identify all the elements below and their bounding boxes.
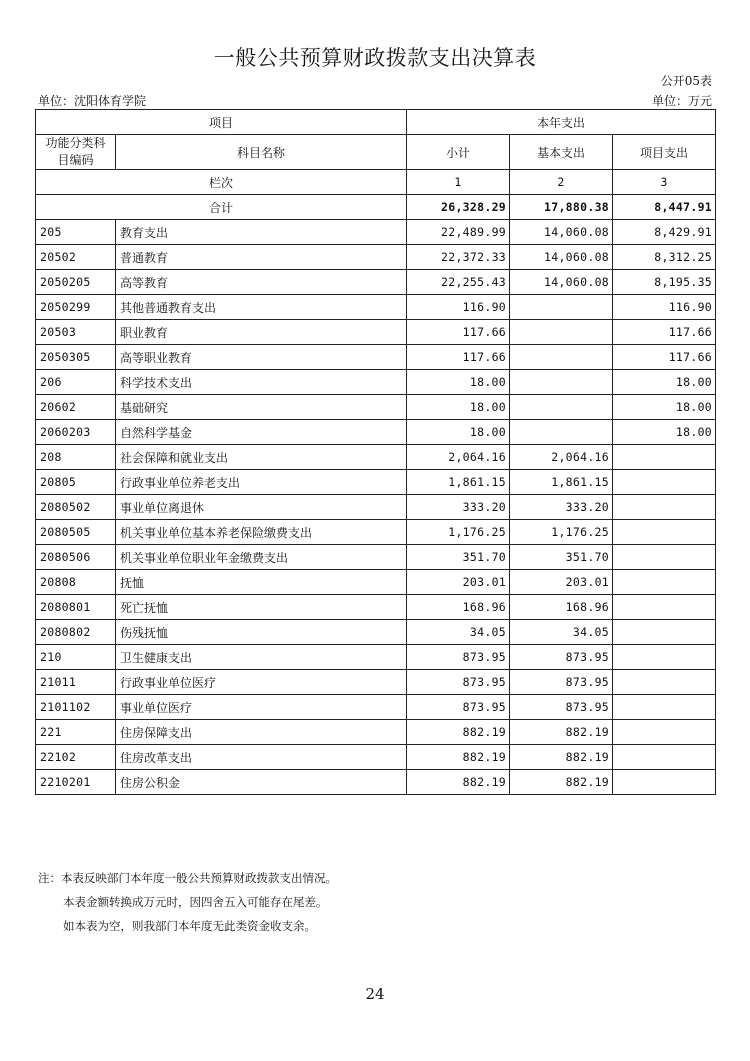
row-name: 事业单位离退休	[116, 495, 407, 520]
row-project: 8,195.35	[613, 270, 716, 295]
total-row	[36, 195, 716, 220]
row-name: 伤残抚恤	[116, 620, 407, 645]
total-label: 合计	[36, 195, 407, 220]
table-row	[36, 345, 716, 370]
column-index-2: 2	[510, 170, 613, 195]
row-code: 2050299	[36, 295, 116, 320]
row-basic: 203.01	[510, 570, 613, 595]
total-subtotal: 26,328.29	[407, 195, 510, 220]
row-subtotal: 351.70	[407, 545, 510, 570]
column-index-label: 栏次	[36, 170, 407, 195]
notes	[38, 866, 337, 938]
row-subtotal: 18.00	[407, 420, 510, 445]
row-basic	[510, 295, 613, 320]
row-name: 机关事业单位基本养老保险缴费支出	[116, 520, 407, 545]
row-basic: 882.19	[510, 720, 613, 745]
row-basic: 882.19	[510, 745, 613, 770]
row-project	[613, 595, 716, 620]
row-name: 住房公积金	[116, 770, 407, 795]
row-name: 职业教育	[116, 320, 407, 345]
row-code: 2060203	[36, 420, 116, 445]
row-name: 高等教育	[116, 270, 407, 295]
row-name: 教育支出	[116, 220, 407, 245]
row-basic: 873.95	[510, 645, 613, 670]
column-index-row	[36, 170, 716, 195]
unit-name: 单位：沈阳体育学院	[38, 94, 147, 108]
row-name: 住房改革支出	[116, 745, 407, 770]
table-row	[36, 645, 716, 670]
table-row	[36, 245, 716, 270]
row-subtotal: 882.19	[407, 720, 510, 745]
row-project: 116.90	[613, 295, 716, 320]
row-subtotal: 873.95	[407, 670, 510, 695]
row-project	[613, 470, 716, 495]
row-basic: 873.95	[510, 695, 613, 720]
row-basic: 1,176.25	[510, 520, 613, 545]
header-project: 项目支出	[613, 135, 716, 170]
row-name: 基础研究	[116, 395, 407, 420]
row-project	[613, 570, 716, 595]
row-name: 其他普通教育支出	[116, 295, 407, 320]
row-subtotal: 882.19	[407, 770, 510, 795]
note-1: 注：本表反映部门本年度一般公共预算财政拨款支出情况。	[38, 871, 337, 885]
table-row	[36, 695, 716, 720]
row-basic: 34.05	[510, 620, 613, 645]
row-basic: 351.70	[510, 545, 613, 570]
row-subtotal: 117.66	[407, 320, 510, 345]
table-row	[36, 445, 716, 470]
header-row-2	[36, 135, 716, 170]
table-row	[36, 570, 716, 595]
row-project	[613, 445, 716, 470]
row-project	[613, 745, 716, 770]
row-code: 21011	[36, 670, 116, 695]
row-name: 卫生健康支出	[116, 645, 407, 670]
row-basic: 882.19	[510, 770, 613, 795]
note-3: 如本表为空，则我部门本年度无此类资金收支余。	[63, 919, 316, 933]
row-subtotal: 203.01	[407, 570, 510, 595]
total-project: 8,447.91	[613, 195, 716, 220]
form-number: 公开05表	[660, 74, 712, 88]
header-subtotal: 小计	[407, 135, 510, 170]
row-code: 2050205	[36, 270, 116, 295]
currency-unit: 单位：万元	[651, 94, 712, 108]
row-project	[613, 545, 716, 570]
row-subtotal: 873.95	[407, 645, 510, 670]
row-code: 2080502	[36, 495, 116, 520]
row-project	[613, 620, 716, 645]
row-project: 18.00	[613, 420, 716, 445]
row-basic	[510, 395, 613, 420]
row-subtotal: 18.00	[407, 370, 510, 395]
row-subtotal: 22,372.33	[407, 245, 510, 270]
row-code: 2210201	[36, 770, 116, 795]
row-code: 20805	[36, 470, 116, 495]
header-item: 项目	[36, 110, 407, 135]
row-project: 8,312.25	[613, 245, 716, 270]
row-project: 18.00	[613, 370, 716, 395]
row-code: 221	[36, 720, 116, 745]
table-row	[36, 270, 716, 295]
row-name: 高等职业教育	[116, 345, 407, 370]
table-row	[36, 595, 716, 620]
row-basic	[510, 345, 613, 370]
row-subtotal: 873.95	[407, 695, 510, 720]
row-name: 住房保障支出	[116, 720, 407, 745]
table-row	[36, 295, 716, 320]
row-basic	[510, 320, 613, 345]
table-row	[36, 420, 716, 445]
row-basic	[510, 420, 613, 445]
row-code: 208	[36, 445, 116, 470]
row-project: 8,429.91	[613, 220, 716, 245]
row-basic: 14,060.08	[510, 245, 613, 270]
row-code: 2050305	[36, 345, 116, 370]
table-row	[36, 470, 716, 495]
row-code: 2080802	[36, 620, 116, 645]
row-project	[613, 520, 716, 545]
row-name: 科学技术支出	[116, 370, 407, 395]
row-basic: 14,060.08	[510, 220, 613, 245]
table-row	[36, 320, 716, 345]
header-basic: 基本支出	[510, 135, 613, 170]
table-row	[36, 720, 716, 745]
row-subtotal: 882.19	[407, 745, 510, 770]
row-basic: 2,064.16	[510, 445, 613, 470]
row-code: 20503	[36, 320, 116, 345]
row-project: 117.66	[613, 320, 716, 345]
row-subtotal: 116.90	[407, 295, 510, 320]
row-code: 2080505	[36, 520, 116, 545]
row-name: 自然科学基金	[116, 420, 407, 445]
row-subtotal: 18.00	[407, 395, 510, 420]
table-row	[36, 620, 716, 645]
page-number: 24	[365, 985, 385, 1003]
header-name: 科目名称	[116, 135, 407, 170]
table-row	[36, 545, 716, 570]
row-subtotal: 34.05	[407, 620, 510, 645]
table-row	[36, 395, 716, 420]
row-basic: 14,060.08	[510, 270, 613, 295]
row-name: 行政事业单位医疗	[116, 670, 407, 695]
row-subtotal: 22,255.43	[407, 270, 510, 295]
row-code: 2101102	[36, 695, 116, 720]
header-year-expense: 本年支出	[407, 110, 716, 135]
row-project	[613, 720, 716, 745]
table-row	[36, 745, 716, 770]
row-subtotal: 1,861.15	[407, 470, 510, 495]
total-basic: 17,880.38	[510, 195, 613, 220]
row-name: 社会保障和就业支出	[116, 445, 407, 470]
row-code: 210	[36, 645, 116, 670]
row-project	[613, 770, 716, 795]
row-subtotal: 117.66	[407, 345, 510, 370]
row-project	[613, 645, 716, 670]
row-subtotal: 1,176.25	[407, 520, 510, 545]
row-project	[613, 495, 716, 520]
row-code: 2080801	[36, 595, 116, 620]
table-row	[36, 220, 716, 245]
table-row	[36, 670, 716, 695]
table-row	[36, 520, 716, 545]
row-basic: 873.95	[510, 670, 613, 695]
row-basic: 1,861.15	[510, 470, 613, 495]
row-code: 20602	[36, 395, 116, 420]
row-subtotal: 168.96	[407, 595, 510, 620]
table-row	[36, 495, 716, 520]
row-project: 117.66	[613, 345, 716, 370]
column-index-3: 3	[613, 170, 716, 195]
row-name: 普通教育	[116, 245, 407, 270]
row-name: 抚恤	[116, 570, 407, 595]
row-subtotal: 22,489.99	[407, 220, 510, 245]
row-project	[613, 695, 716, 720]
note-2: 本表金额转换成万元时，因四舍五入可能存在尾差。	[63, 895, 328, 909]
row-code: 205	[36, 220, 116, 245]
table-row	[36, 370, 716, 395]
row-subtotal: 2,064.16	[407, 445, 510, 470]
row-code: 20502	[36, 245, 116, 270]
row-basic	[510, 370, 613, 395]
expenditure-table	[35, 109, 716, 795]
row-code: 206	[36, 370, 116, 395]
row-name: 行政事业单位养老支出	[116, 470, 407, 495]
table-row	[36, 770, 716, 795]
row-basic: 333.20	[510, 495, 613, 520]
header-code: 功能分类科目编码	[36, 135, 116, 170]
row-code: 22102	[36, 745, 116, 770]
row-name: 死亡抚恤	[116, 595, 407, 620]
row-code: 20808	[36, 570, 116, 595]
row-project: 18.00	[613, 395, 716, 420]
row-subtotal: 333.20	[407, 495, 510, 520]
header-row-1	[36, 110, 716, 135]
row-name: 事业单位医疗	[116, 695, 407, 720]
row-name: 机关事业单位职业年金缴费支出	[116, 545, 407, 570]
row-code: 2080506	[36, 545, 116, 570]
page-title: 一般公共预算财政拨款支出决算表	[213, 46, 537, 70]
row-project	[613, 670, 716, 695]
row-basic: 168.96	[510, 595, 613, 620]
column-index-1: 1	[407, 170, 510, 195]
